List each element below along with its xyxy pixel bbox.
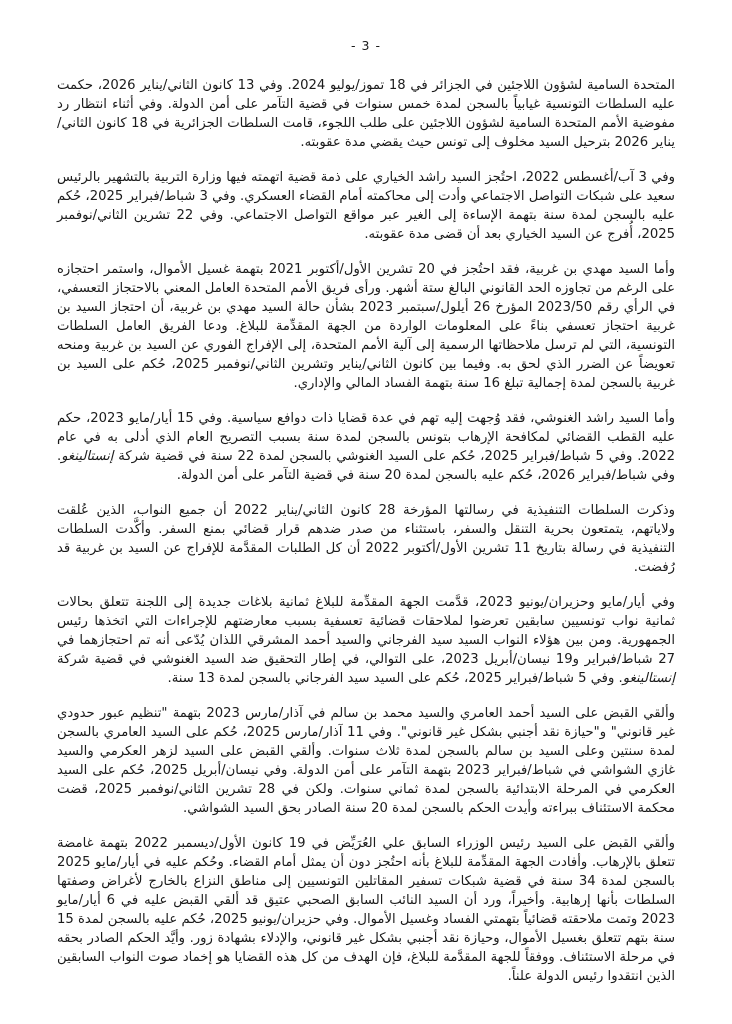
paragraph: وفي أيار/مايو وحزيران/يونيو 2023، قدَّمت الجهة المقدِّمة للبلاغ ثمانية بلاغات جديدة إلى اللجنة تتعلق بحالات ثمانية نواب تونسيين سابقين تعرضوا لملاحقات قضائية تعسفية بسبب معارضتهم للإجراءات التي اتخذها رئيس الجمهورية. ومن بين هؤلاء النواب السيد سيد الفرجاني والسيد أحمد المشرقي اللذان يُدّعى أنه تم احتجازهما في 27 شباط/فبراير و19 نيسان/أبريل 2023، على التوالي، في إطار التحقيق ضد السيد الغنوشي في قضية شركة إنستالينغو. وفي 5 شباط/فبراير 2025، حُكم على السيد سيد الفرجاني بالسجن لمدة 13 سنة.	[57, 595, 676, 686]
paragraph: وفي 3 آب/أغسطس 2022، احتُجز السيد راشد الخياري على ذمة قضية اتهمته فيها وزارة التربية بالتشهير بالرئيس سعيد على شبكات التواصل الاجتماعي وأدت إلى محاكمته أمام القضاء العسكري. وفي 3 شباط/فبراير 2025، حُكم عليه بالسجن لمدة سنة بتهمة الإساءة إلى الغير عبر مواقع التواصل الاجتماعي. وفي 22 تشرين الثاني/نوفمبر 2025، أُفرج عن السيد الخياري بعد أن قضى مدة عقوبته.	[57, 170, 675, 242]
page-number: - 3 -	[351, 38, 381, 53]
content	[57, 76, 675, 986]
paragraph: وأما السيد مهدي بن غربية، فقد احتُجز في 20 تشرين الأول/أكتوبر 2021 بتهمة غسيل الأموال، واستمر احتجازه على الرغم من تجاوزه الحد القانوني البالغ ستة أشهر. ورأى فريق الأمم المتحدة العامل المعني بالاحتجاز التعسفي، في الرأي رقم 2023/50 المؤرخ 26 أيلول/سبتمبر 2023 بشأن حالة السيد مهدي بن غربية، أن احتجاز السيد بن غربية احتجاز تعسفي بناءً على المعلومات الواردة من الجهة المقدِّمة للبلاغ. ودعا الفريق العامل السلطات التونسية، التي لم ترسل ملاحظاتها الرسمية إلى آلية الأمم المتحدة، إلى الإفراج الفوري عن السيد بن غربية ومنحه تعويضاً عن الضرر الذي لحق به. وفيما بين كانون الثاني/يناير وتشرين الثاني/نوفمبر 2025، حُكم على السيد بن غربية بالسجن لمدة إجمالية تبلغ 16 سنة بتهمة الفساد المالي والإداري.	[57, 262, 676, 391]
paragraph: وأما السيد راشد الغنوشي، فقد وُجهت إليه تهم في عدة قضايا ذات دوافع سياسية. وفي 15 أيار/مايو 2023، حكم عليه القطب القضائي لمكافحة الإرهاب بتونس بالسجن لمدة سنة بسبب التصريح العام الذي أدلى به في عام 2022. وفي 5 شباط/فبراير 2025، حُكم على السيد الغنوشي بالسجن لمدة 22 سنة في قضية شركة إنستالينغو. وفي شباط/فبراير 2026، حُكم عليه بالسجن لمدة 20 سنة في قضية التآمر على أمن الدولة.	[57, 411, 675, 483]
paragraph: وألقي القبض على السيد رئيس الوزراء السابق علي العُرَيِّض في 19 كانون الأول/ديسمبر 2022 بتهمة غامضة تتعلق بالإرهاب. وأفادت الجهة المقدِّمة للبلاغ بأنه احتُجز دون أن يمثل أمام القضاء. وحُكم عليه في أيار/مايو 2025 بالسجن لمدة 34 سنة في قضية شبكات تسفير المقاتلين التونسيين إلى مناطق النزاع بالخارج لأغراض وصفتها السلطات بأنها إرهابية. وأخيراً، ورد أن السيد النائب السابق الصحبي عتيق قد ألقي القبض عليه في 6 أيار/مايو 2023 وتمت ملاحقته قضائياً بتهمتي الفساد وغسيل الأموال. وفي حزيران/يونيو 2025، حُكم عليه بالسجن لمدة 15 سنة بتهم تتعلق بغسيل الأموال، وحيازة نقد أجنبي بشكل غير قانوني، والإدلاء بشهادة زور. وأيَّد الحكم الصادر بحقه في مرحلة الاستئناف. ووفقاً للجهة المقدَّمة للبلاغ، فإن الهدف من كل هذه القضايا هو إخماد صوت النواب السابقين الذين انتقدوا رئيس الدولة علناً.	[57, 836, 676, 984]
paragraph: وألقي القبض على السيد أحمد العامري والسيد محمد بن سالم في آذار/مارس 2023 بتهمة "تنظيم عبور حدودي غير قانوني" و"حيازة نقد أجنبي بشكل غير قانوني". وفي 11 آذار/مارس 2025، حُكم على السيد العامري بالسجن لمدة سنتين وعلى السيد بن سالم بالسجن لمدة ثلاث سنوات. وألقي القبض على السيد لزهر العكرمي والسيد غازي الشواشي في شباط/فبراير 2023 بتهمة التآمر على أمن الدولة. وفي نيسان/أبريل 2025، حُكم على السيد العكرمي في المرحلة الابتدائية بالسجن لمدة ثماني سنوات. ولكن في 28 تشرين الثاني/نوفمبر 2025، قضت محكمة الاستئناف ببراءته وأيدت الحكم بالسجن لمدة 20 سنة الصادر بحق السيد الشواشي.	[57, 706, 676, 816]
paragraph: وذكرت السلطات التنفيذية في رسالتها المؤرخة 28 كانون الثاني/يناير 2022 أن جميع النواب، الذين عُلقت ولاياتهم، يتمتعون بحرية التنقل والسفر، باستثناء من صدر ضدهم قرار قضائي بمنع السفر. وأكَّدت السلطات التنفيذية في رسالة بتاريخ 11 تشرين الأول/أكتوبر 2022 أن كل الطلبات المقدَّمة للإفراج عن السيد بن غربية قد رُفضت.	[57, 503, 676, 575]
paragraph: المتحدة السامية لشؤون اللاجئين في الجزائر في 18 تموز/يوليو 2024. وفي 13 كانون الثاني/يناير 2026، حكمت عليه السلطات التونسية غيابياً بالسجن لمدة خمس سنوات في قضية التآمر على أمن الدولة. وفي أثناء انتظار رد مفوضية الأمم المتحدة السامية لشؤون اللاجئين على طلب اللجوء، قامت السلطات الجزائرية في 18 كانون الثاني/يناير 2026 بترحيل السيد مخلوف إلى تونس حيث يقضي مدة عقوبته.	[57, 78, 675, 150]
